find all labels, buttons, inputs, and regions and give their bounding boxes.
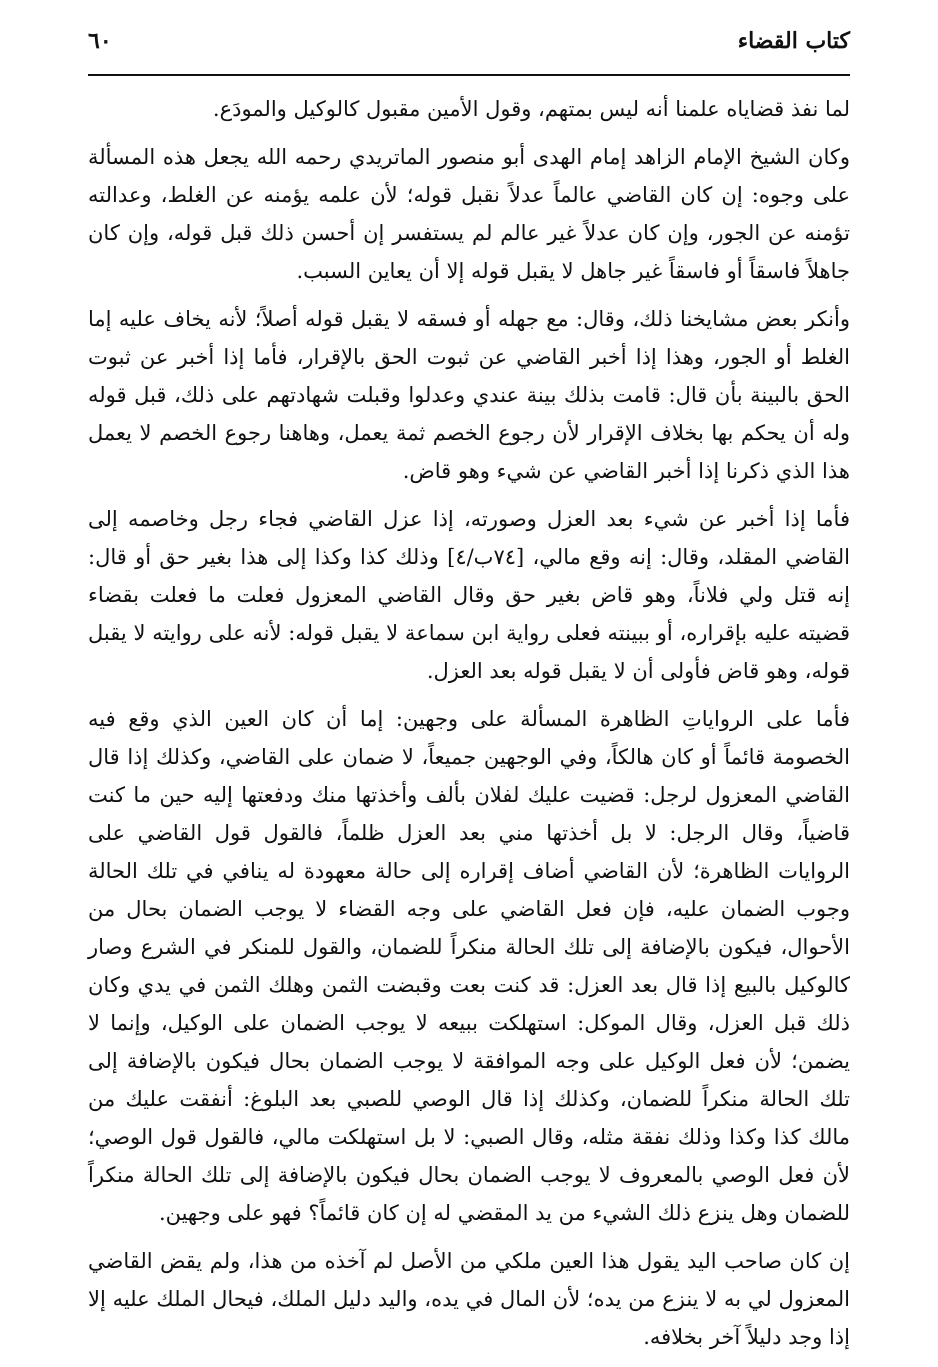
paragraph: وكان الشيخ الإمام الزاهد إمام الهدى أبو منصور الماتريدي رحمه الله يجعل هذه المسألة على وجوه: إن كان القاضي عالماً عدلاً نقبل قوله؛ لأن علمه يؤمنه عن الغلط، وعدالته تؤمنه عن الجور، وإن كان عدلاً غير عالم لم يستفسر إن أحسن ذلك قبل قوله، وإن كان جاهلاً فاسقاً أو فاسقاً غير جاهل لا يقبل قوله إلا أن يعاين السبب. <box>88 145 850 283</box>
paragraph: فأما على الرواياتِ الظاهرة المسألة على وجهين: إما أن كان العين الذي وقع فيه الخصومة قائماً أو كان هالكاً، وفي الوجهين جميعاً، لا ضمان على القاضي، وكذلك إذا قال القاضي المعزول لرجل: قضيت عليك لفلان بألف وأخذتها منك ودفعتها إليه حين ما كنت قاضياً، وقال الرجل: لا بل أخذتها مني بعد العزل ظلماً، فالقول قول القاضي على الروايات الظاهرة؛ لأن القاضي أضاف إقراره إلى حالة معهودة له ينافي في تلك الحالة وجوب الضمان عليه، فإن فعل القاضي على وجه القضاء لا يوجب الضمان بحال من الأحوال، فيكون بالإضافة إلى تلك الحالة منكراً للضمان، والقول للمنكر في الشرع وصار كالوكيل بالبيع إذا قال بعد العزل: قد كنت بعت وقبضت الثمن وهلك الثمن في يدي وكان ذلك قبل العزل، وقال الموكل: استهلكت ببيعه لا يوجب الضمان على الوكيل، وإنما لا يضمن؛ لأن فعل الوكيل على وجه الموافقة لا يوجب الضمان بحال فيكون بالإضافة إلى تلك الحالة منكراً للضمان، وكذلك إذا قال الوصي للصبي بعد البلوغ: أنفقت عليك من مالك كذا وكذا وذلك نفقة مثله، وقال الصبي: لا بل استهلكت مالي، فالقول قول الوصي؛ لأن فعل الوصي بالمعروف لا يوجب الضمان بحال فيكون بالإضافة إلى تلك الحالة منكراً للضمان وهل ينزع ذلك الشيء من يد المقضي له إن كان قائماً؟ فهو على وجهين. <box>88 707 850 1225</box>
paragraph: وأنكر بعض مشايخنا ذلك، وقال: مع جهله أو فسقه لا يقبل قوله أصلاً؛ لأنه يخاف عليه إما الغلط أو الجور، وهذا إذا أخبر القاضي عن ثبوت الحق بالإقرار، فأما إذا أخبر عن ثبوت الحق بالبينة بأن قال: قامت بذلك بينة عندي وعدلوا وقبلت شهادتهم على ذلك، قبل قوله وله أن يحكم بها بخلاف الإقرار لأن رجوع الخصم ثمة يعمل، وهاهنا رجوع الخصم لا يعمل هذا الذي ذكرنا إذا أخبر القاضي عن شيء وهو قاض. <box>88 307 850 483</box>
book-title: كتاب القضاء <box>737 28 850 54</box>
page-number: ٦٠ <box>88 28 112 54</box>
paragraph: إن كان صاحب اليد يقول هذا العين ملكي من الأصل لم آخذه من هذا، ولم يقض القاضي المعزول لي به لا ينزع من يده؛ لأن المال في يده، واليد دليل الملك، فيحال الملك عليه إلا إذا وجد دليلاً آخر بخلافه. <box>88 1249 850 1349</box>
paragraph: لما نفذ قضاياه علمنا أنه ليس بمتهم، وقول الأمين مقبول كالوكيل والمودَع. <box>212 97 850 121</box>
page-header <box>88 28 850 68</box>
paragraph: فأما إذا أخبر عن شيء بعد العزل وصورته، إذا عزل القاضي فجاء رجل وخاصمه إلى القاضي المقلد، وقال: إنه وقع مالي، [٧٤ب/٤] وذلك كذا وكذا إلى هذا بغير حق أو قال: إنه قتل ولي فلاناً، وهو قاض بغير حق وقال القاضي المعزول فعلت ما فعلت بقضاء قضيته عليه بإقراره، أو ببينته فعلى رواية ابن سماعة لا يقبل قوله: لأنه على روايته لا يقبل قوله، وهو قاض فأولى أن لا يقبل قوله بعد العزل. <box>88 507 850 683</box>
header-divider <box>88 74 850 76</box>
